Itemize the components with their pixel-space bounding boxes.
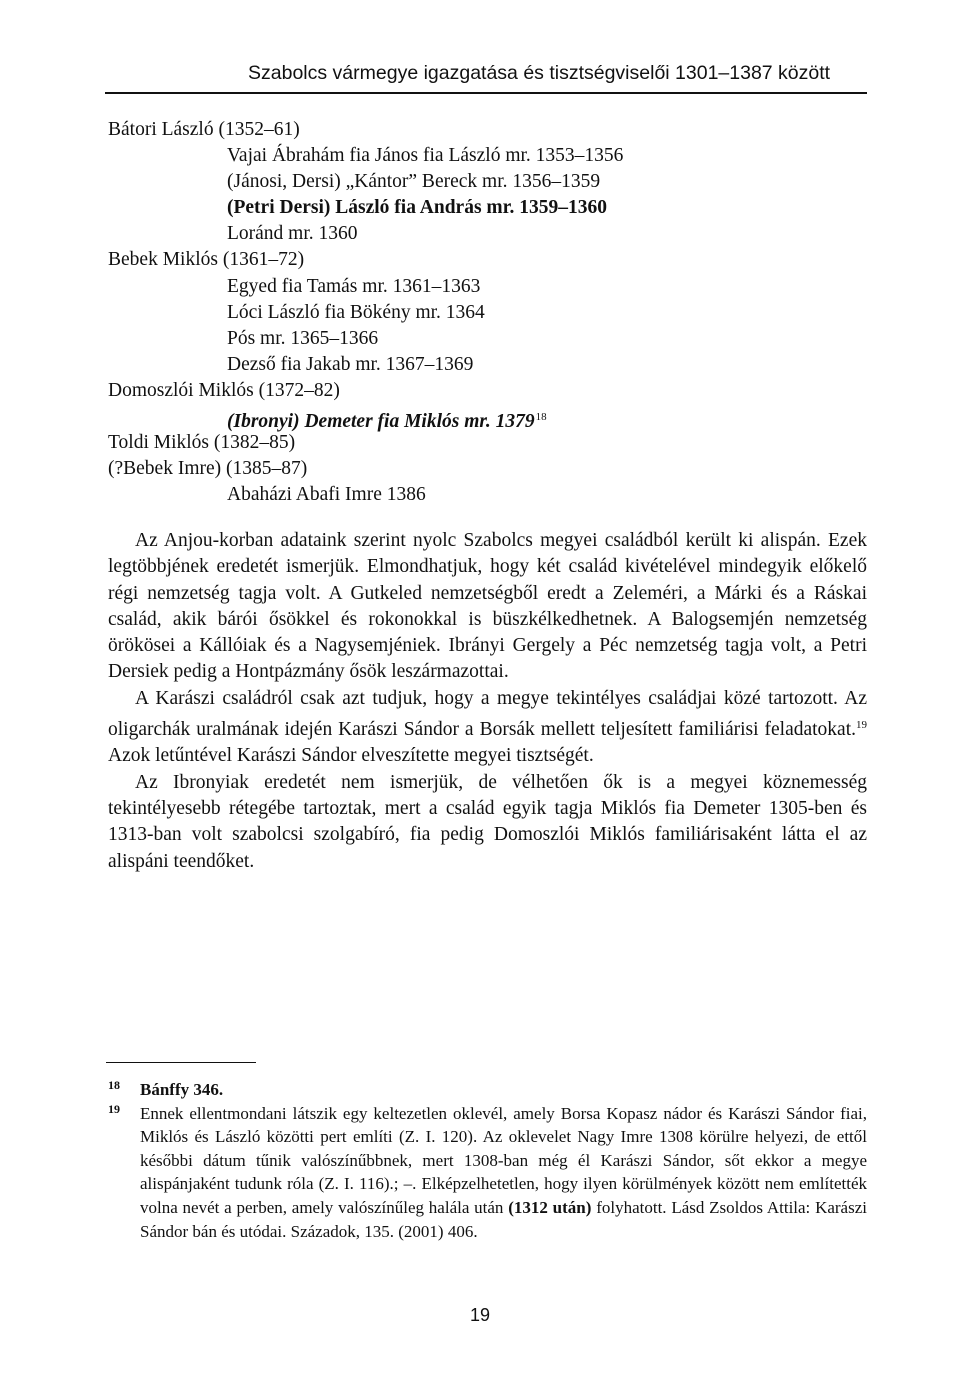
running-header: Szabolcs vármegye igazgatása és tisztségviselői 1301–1387 között [248,62,831,84]
roster-official: Lóci László fia Bökény mr. 1364 [227,301,485,323]
roster-official: Loránd mr. 1360 [227,223,358,245]
footnote-text: Bánffy 346. [140,1080,224,1099]
header-divider [105,92,867,94]
paragraph: Az Anjou-korban adataink szerint nyolc Szabolcs megyei családból került ki alispán. Ezek legtöbbjének eredetét ismerjük. Elmondhatjuk, hogy két család kivételével mindegyik előkelő régi nemzetség tagja volt. A Gutkeled nemzetségből eredt a Zeleméri, a Márki és a Ráskai család, akik bárói ősökkel és rokonokkal is büszkélkedhetnek. A Balogsemjén nemzetség örökösei a Kállóiak és a Nagysemjéniek. Ibrányi Gergely a Péc nemzetség tagja volt, a Petri Dersiek pedig a Hontpázmány ősök leszármazottai. [108,530,867,683]
roster-official: Abaházi Abafi Imre 1386 [227,484,426,506]
officials-roster [108,117,868,508]
roster-official: Dezső fia Jakab mr. 1367–1369 [227,353,474,375]
footnote-19 [108,1102,867,1244]
roster-official: (Jánosi, Dersi) „Kántor” Bereck mr. 1356–1359 [227,171,601,193]
footnote-text-bold: (1312 után) [508,1197,592,1217]
footnote-text: Ennek ellentmondani látszik egy keltezetlen oklevél, amely Borsa Kopasz nádor és Karászi Sándor fiai, Miklós és László közötti pert említi (Z. I. 120). Az oklevelet Nagy Imre 1308 körülre helyezi, de ettől későbbi dátum tűnik valószínűbbnek, mert 1308-ban még él Karászi Sándor, sőt ekkor a megye alispánjaként tudunk róla (Z. I. 116).; –. Elképzelhetetlen, hogy ilyen körülmények között nem említették volna nevét a perben, amely valószínűleg halála után [140,1103,867,1217]
footnote-ref-19: 19 [856,719,867,732]
roster-ispan: Toldi Miklós (1382–85) [108,432,296,454]
roster-official: Egyed fia Tamás mr. 1361–1363 [227,275,481,297]
roster-ispan: (?Bebek Imre) (1385–87) [108,458,308,480]
footnote-divider [106,1062,256,1063]
footnote-text: folyhatott. Lásd Zsoldos Attila: Karászi Sándor bán és utódai. Századok, 135. (2001) 406. [140,1197,867,1241]
footnote-ref-18: 18 [535,411,547,424]
page-number: 19 [469,1305,491,1325]
roster-official: (Petri Dersi) László fia András mr. 1359–1360 [227,197,608,219]
paragraph-text: A Karászi családról csak azt tudjuk, hogy a megye tekintélyes családjai közé tartozott. Az oligarchák uralmának idején Karászi Sándor a Borsák mellett teljesített familiárisi feladatokat. [108,687,867,741]
roster-ispan: Bebek Miklós (1361–72) [108,249,305,271]
footnote-number: 18 [108,1078,120,1092]
roster-official-name: (Ibronyi) Demeter fia Miklós mr. 1379 [227,411,535,433]
roster-official [108,404,868,433]
roster-official: Pós mr. 1365–1366 [227,327,379,349]
roster-official: Vajai Ábrahám fia János fia László mr. 1353–1356 [227,145,624,167]
footnote-18 [108,1078,867,1102]
footnote-number: 19 [108,1101,120,1116]
footnotes [108,1078,867,1243]
roster-ispan: Domoszlói Miklós (1372–82) [108,379,340,401]
paragraph: Az Ibronyiak eredetét nem ismerjük, de vélhetően ők is a megyei köznemesség tekintélyesebb rétegébe tartoztak, mert a család egyik tagja Miklós fia Demeter 1305-ben és 1313-ban volt szabolcsi szolgabíró, fia pedig Domoszlói Miklós familiárisaként látta el az alispáni teendőket. [108,771,867,872]
paragraph-text: Azok letűntével Karászi Sándor elveszítette megyei tisztségét. [108,745,594,767]
body-text [108,528,867,875]
roster-ispan: Bátori László (1352–61) [108,119,300,140]
paragraph [108,686,867,770]
